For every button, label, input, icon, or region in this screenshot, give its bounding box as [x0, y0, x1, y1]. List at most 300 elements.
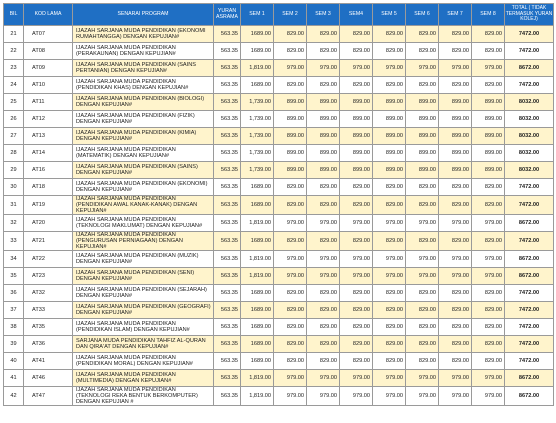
cell-sem-3: 829.00: [307, 232, 340, 251]
cell-bil: 27: [4, 128, 24, 145]
cell-sem-3: 829.00: [307, 353, 340, 370]
cell-sem-4: 899.00: [340, 145, 373, 162]
table-row: [4, 77, 554, 94]
table-row: [4, 302, 554, 319]
table-row: [4, 162, 554, 179]
cell-program: IJAZAH SARJANA MUDA PENDIDIKAN (GEOGRAFI) DENGAN KEPUJIAN#: [73, 302, 214, 319]
cell-sem-6: 979.00: [406, 370, 439, 387]
cell-sem-8: 829.00: [472, 232, 505, 251]
cell-sem-6: 899.00: [406, 145, 439, 162]
cell-sem-6: 829.00: [406, 26, 439, 43]
cell-kod-lama: AT09: [24, 60, 73, 77]
cell-sem-7: 829.00: [439, 43, 472, 60]
fee-table: [3, 3, 554, 406]
cell-sem-2: 829.00: [274, 196, 307, 215]
cell-sem-4: 979.00: [340, 387, 373, 406]
cell-sem-1: 1,739.00: [241, 162, 274, 179]
cell-sem-2: 979.00: [274, 268, 307, 285]
cell-kod-lama: AT36: [24, 336, 73, 353]
cell-sem-2: 899.00: [274, 145, 307, 162]
cell-kod-lama: AT19: [24, 196, 73, 215]
cell-sem-5: 829.00: [373, 285, 406, 302]
cell-sem-4: 899.00: [340, 111, 373, 128]
header-yuran-asrama: YURAN ASRAMA: [214, 4, 241, 26]
header-sem-1: SEM 1: [241, 4, 274, 26]
table-row: [4, 26, 554, 43]
cell-sem-8: 829.00: [472, 179, 505, 196]
cell-bil: 31: [4, 196, 24, 215]
cell-sem-4: 979.00: [340, 370, 373, 387]
cell-sem-4: 829.00: [340, 336, 373, 353]
table-body: [4, 26, 554, 406]
cell-sem-1: 1689.00: [241, 196, 274, 215]
table-row: [4, 196, 554, 215]
cell-sem-5: 899.00: [373, 145, 406, 162]
cell-sem-7: 829.00: [439, 353, 472, 370]
table-row: [4, 232, 554, 251]
cell-sem-8: 829.00: [472, 302, 505, 319]
cell-total: 7472.00: [505, 43, 554, 60]
cell-bil: 30: [4, 179, 24, 196]
cell-sem-4: 829.00: [340, 353, 373, 370]
cell-sem-7: 829.00: [439, 179, 472, 196]
cell-program: IJAZAH SARJANA MUDA PENDIDIKAN (PENDIDIKAN KHAS) DENGAN KEPUJIAN#: [73, 77, 214, 94]
cell-sem-5: 979.00: [373, 387, 406, 406]
cell-bil: 42: [4, 387, 24, 406]
cell-yuran-asrama: 563.35: [214, 60, 241, 77]
cell-bil: 26: [4, 111, 24, 128]
cell-sem-5: 899.00: [373, 162, 406, 179]
header-sem-5: SEM 5: [373, 4, 406, 26]
cell-sem-8: 979.00: [472, 370, 505, 387]
cell-sem-1: 1689.00: [241, 26, 274, 43]
cell-program: IJAZAH SARJANA MUDA PENDIDIKAN (PERAKAUNAN) DENGAN KEPUJIAN#: [73, 43, 214, 60]
cell-yuran-asrama: 563.35: [214, 268, 241, 285]
cell-total: 7472.00: [505, 232, 554, 251]
cell-sem-5: 899.00: [373, 128, 406, 145]
cell-yuran-asrama: 563.35: [214, 162, 241, 179]
cell-sem-7: 829.00: [439, 26, 472, 43]
cell-sem-2: 899.00: [274, 162, 307, 179]
cell-sem-2: 899.00: [274, 111, 307, 128]
cell-bil: 24: [4, 77, 24, 94]
table-row: [4, 145, 554, 162]
cell-sem-3: 829.00: [307, 319, 340, 336]
cell-yuran-asrama: 563.35: [214, 353, 241, 370]
cell-sem-4: 979.00: [340, 60, 373, 77]
cell-kod-lama: AT33: [24, 302, 73, 319]
cell-yuran-asrama: 563.35: [214, 145, 241, 162]
cell-total: 7472.00: [505, 77, 554, 94]
cell-sem-6: 829.00: [406, 319, 439, 336]
cell-sem-2: 829.00: [274, 26, 307, 43]
cell-sem-1: 1689.00: [241, 179, 274, 196]
cell-bil: 32: [4, 215, 24, 232]
cell-sem-4: 899.00: [340, 162, 373, 179]
fee-table-container: [3, 3, 553, 406]
cell-sem-7: 829.00: [439, 319, 472, 336]
cell-sem-3: 979.00: [307, 251, 340, 268]
cell-kod-lama: AT20: [24, 215, 73, 232]
cell-kod-lama: AT11: [24, 94, 73, 111]
cell-program: IJAZAH SARJANA MUDA PENDIDIKAN (PENDIDIKAN AWAL KANAK-KANAK) DENGAN KEPUJIAN#: [73, 196, 214, 215]
cell-total: 8032.00: [505, 145, 554, 162]
cell-total: 7472.00: [505, 319, 554, 336]
cell-sem-5: 829.00: [373, 336, 406, 353]
cell-sem-1: 1689.00: [241, 232, 274, 251]
cell-sem-7: 899.00: [439, 128, 472, 145]
cell-sem-1: 1689.00: [241, 319, 274, 336]
table-row: [4, 215, 554, 232]
cell-sem-6: 979.00: [406, 251, 439, 268]
cell-program: SARJANA MUDA PENDIDIKAN TAHFIZ AL-QURAN DAN QIRA'AT DENGAN KEPUJIAN#: [73, 336, 214, 353]
cell-total: 7472.00: [505, 353, 554, 370]
cell-sem-3: 979.00: [307, 268, 340, 285]
cell-program: IJAZAH SARJANA MUDA PENDIDIKAN (TEKNOLOGI REKA BENTUK BERKOMPUTER) DENGAN KEPUJIAN #: [73, 387, 214, 406]
cell-sem-1: 1,739.00: [241, 94, 274, 111]
cell-sem-7: 899.00: [439, 162, 472, 179]
cell-sem-7: 979.00: [439, 268, 472, 285]
cell-program: IJAZAH SARJANA MUDA PENDIDIKAN (SEJARAH) DENGAN KEPUJIAN#: [73, 285, 214, 302]
cell-program: IJAZAH SARJANA MUDA PENDIDIKAN (EKONOMI RUMAHTANGGA) DENGAN KEPUJIAN#: [73, 26, 214, 43]
cell-sem-8: 829.00: [472, 77, 505, 94]
cell-total: 8672.00: [505, 215, 554, 232]
cell-sem-1: 1,819.00: [241, 215, 274, 232]
cell-yuran-asrama: 563.35: [214, 336, 241, 353]
cell-yuran-asrama: 563.35: [214, 128, 241, 145]
cell-sem-3: 829.00: [307, 285, 340, 302]
cell-kod-lama: AT35: [24, 319, 73, 336]
cell-sem-5: 979.00: [373, 251, 406, 268]
cell-sem-5: 829.00: [373, 77, 406, 94]
cell-program: IJAZAH SARJANA MUDA PENDIDIKAN (FIZIK) DENGAN KEPUJIAN#: [73, 111, 214, 128]
cell-sem-3: 979.00: [307, 370, 340, 387]
cell-bil: 36: [4, 285, 24, 302]
cell-yuran-asrama: 563.35: [214, 302, 241, 319]
cell-program: IJAZAH SARJANA MUDA PENDIDIKAN (BIOLOGI) DENGAN KEPUJIAN#: [73, 94, 214, 111]
cell-sem-3: 979.00: [307, 387, 340, 406]
cell-bil: 21: [4, 26, 24, 43]
cell-total: 7472.00: [505, 302, 554, 319]
cell-total: 8672.00: [505, 251, 554, 268]
cell-sem-4: 899.00: [340, 128, 373, 145]
cell-sem-6: 979.00: [406, 215, 439, 232]
cell-kod-lama: AT07: [24, 26, 73, 43]
header-kod-lama: KOD LAMA: [24, 4, 73, 26]
cell-sem-7: 979.00: [439, 215, 472, 232]
cell-bil: 29: [4, 162, 24, 179]
cell-sem-8: 979.00: [472, 387, 505, 406]
cell-yuran-asrama: 563.35: [214, 26, 241, 43]
cell-sem-6: 979.00: [406, 387, 439, 406]
cell-bil: 39: [4, 336, 24, 353]
cell-bil: 23: [4, 60, 24, 77]
cell-sem-8: 979.00: [472, 251, 505, 268]
cell-sem-6: 979.00: [406, 268, 439, 285]
cell-bil: 25: [4, 94, 24, 111]
cell-sem-6: 829.00: [406, 196, 439, 215]
cell-sem-4: 829.00: [340, 232, 373, 251]
cell-sem-7: 829.00: [439, 232, 472, 251]
cell-sem-8: 899.00: [472, 145, 505, 162]
cell-program: IJAZAH SARJANA MUDA PENDIDIKAN (KIMIA) DENGAN KEPUJIAN#: [73, 128, 214, 145]
cell-sem-3: 899.00: [307, 111, 340, 128]
cell-total: 8032.00: [505, 128, 554, 145]
table-row: [4, 285, 554, 302]
cell-sem-4: 829.00: [340, 285, 373, 302]
header-senarai-program: SENARAI PROGRAM: [73, 4, 214, 26]
cell-sem-8: 829.00: [472, 353, 505, 370]
cell-sem-5: 829.00: [373, 319, 406, 336]
cell-total: 7472.00: [505, 179, 554, 196]
cell-sem-8: 829.00: [472, 285, 505, 302]
cell-kod-lama: AT16: [24, 162, 73, 179]
cell-sem-2: 979.00: [274, 370, 307, 387]
cell-sem-3: 829.00: [307, 26, 340, 43]
cell-yuran-asrama: 563.35: [214, 111, 241, 128]
table-row: [4, 336, 554, 353]
cell-sem-5: 829.00: [373, 196, 406, 215]
cell-sem-1: 1,739.00: [241, 128, 274, 145]
cell-sem-3: 979.00: [307, 60, 340, 77]
table-row: [4, 387, 554, 406]
cell-sem-5: 829.00: [373, 43, 406, 60]
cell-sem-1: 1,819.00: [241, 370, 274, 387]
cell-yuran-asrama: 563.35: [214, 43, 241, 60]
cell-yuran-asrama: 563.35: [214, 370, 241, 387]
cell-sem-2: 829.00: [274, 232, 307, 251]
cell-sem-7: 899.00: [439, 111, 472, 128]
table-row: [4, 268, 554, 285]
cell-sem-8: 979.00: [472, 215, 505, 232]
cell-sem-8: 899.00: [472, 94, 505, 111]
cell-sem-8: 899.00: [472, 111, 505, 128]
cell-sem-3: 829.00: [307, 77, 340, 94]
cell-sem-7: 829.00: [439, 302, 472, 319]
header-sem-6: SEM 6: [406, 4, 439, 26]
cell-yuran-asrama: 563.35: [214, 232, 241, 251]
header-sem-3: SEM 3: [307, 4, 340, 26]
cell-sem-6: 829.00: [406, 43, 439, 60]
cell-sem-8: 899.00: [472, 128, 505, 145]
cell-bil: 33: [4, 232, 24, 251]
cell-sem-2: 829.00: [274, 319, 307, 336]
cell-total: 8032.00: [505, 94, 554, 111]
cell-yuran-asrama: 563.35: [214, 196, 241, 215]
cell-sem-4: 829.00: [340, 26, 373, 43]
table-row: [4, 60, 554, 77]
cell-sem-6: 899.00: [406, 162, 439, 179]
cell-sem-8: 829.00: [472, 319, 505, 336]
cell-sem-5: 829.00: [373, 26, 406, 43]
cell-kod-lama: AT21: [24, 232, 73, 251]
cell-program: IJAZAH SARJANA MUDA PENDIDIKAN (TEKNOLOGI MAKLUMAT) DENGAN KEPUJIAN#: [73, 215, 214, 232]
cell-sem-1: 1,819.00: [241, 60, 274, 77]
cell-sem-4: 829.00: [340, 179, 373, 196]
cell-sem-7: 899.00: [439, 94, 472, 111]
cell-sem-4: 829.00: [340, 43, 373, 60]
cell-sem-3: 899.00: [307, 162, 340, 179]
table-row: [4, 111, 554, 128]
cell-sem-5: 979.00: [373, 60, 406, 77]
cell-kod-lama: AT47: [24, 387, 73, 406]
cell-total: 8672.00: [505, 268, 554, 285]
cell-sem-8: 979.00: [472, 268, 505, 285]
cell-program: IJAZAH SARJANA MUDA PENDIDIKAN (EKONOMI) DENGAN KEPUJIAN#: [73, 179, 214, 196]
cell-sem-2: 979.00: [274, 215, 307, 232]
cell-yuran-asrama: 563.35: [214, 215, 241, 232]
cell-sem-5: 979.00: [373, 215, 406, 232]
cell-sem-1: 1,819.00: [241, 251, 274, 268]
cell-sem-4: 829.00: [340, 319, 373, 336]
cell-sem-2: 829.00: [274, 302, 307, 319]
cell-total: 8672.00: [505, 60, 554, 77]
cell-kod-lama: AT23: [24, 268, 73, 285]
cell-sem-4: 829.00: [340, 302, 373, 319]
header-sem-4: SEM4: [340, 4, 373, 26]
cell-sem-1: 1689.00: [241, 77, 274, 94]
cell-bil: 28: [4, 145, 24, 162]
cell-sem-1: 1,819.00: [241, 268, 274, 285]
cell-program: IJAZAH SARJANA MUDA PENDIDIKAN (SAINS PERTANIAN) DENGAN KEPUJIAN#: [73, 60, 214, 77]
cell-sem-5: 979.00: [373, 370, 406, 387]
cell-sem-6: 829.00: [406, 77, 439, 94]
cell-sem-6: 829.00: [406, 232, 439, 251]
cell-sem-5: 899.00: [373, 111, 406, 128]
cell-yuran-asrama: 563.35: [214, 94, 241, 111]
cell-sem-6: 829.00: [406, 336, 439, 353]
table-row: [4, 179, 554, 196]
cell-sem-7: 829.00: [439, 336, 472, 353]
cell-sem-4: 829.00: [340, 77, 373, 94]
table-row: [4, 94, 554, 111]
cell-sem-7: 899.00: [439, 145, 472, 162]
cell-total: 8672.00: [505, 387, 554, 406]
cell-sem-5: 829.00: [373, 179, 406, 196]
cell-sem-3: 829.00: [307, 196, 340, 215]
cell-sem-2: 899.00: [274, 94, 307, 111]
cell-sem-1: 1689.00: [241, 336, 274, 353]
cell-kod-lama: AT22: [24, 251, 73, 268]
cell-kod-lama: AT32: [24, 285, 73, 302]
cell-sem-7: 979.00: [439, 251, 472, 268]
cell-total: 7472.00: [505, 196, 554, 215]
cell-sem-6: 899.00: [406, 94, 439, 111]
cell-sem-2: 829.00: [274, 285, 307, 302]
cell-program: IJAZAH SARJANA MUDA PENDIDIKAN (SENI) DENGAN KEPUJIAN#: [73, 268, 214, 285]
cell-sem-1: 1689.00: [241, 302, 274, 319]
cell-sem-4: 899.00: [340, 94, 373, 111]
cell-yuran-asrama: 563.35: [214, 319, 241, 336]
header-row: [4, 4, 554, 26]
cell-program: IJAZAH SARJANA MUDA PENDIDIKAN (MULTIMEDIA) DENGAN KEPUJIAN#: [73, 370, 214, 387]
cell-sem-3: 899.00: [307, 145, 340, 162]
header-total: TOTAL ( TIDAK TERMASUK YURAN KOLEJ): [505, 4, 554, 26]
cell-sem-6: 829.00: [406, 179, 439, 196]
cell-sem-7: 829.00: [439, 77, 472, 94]
cell-sem-2: 829.00: [274, 336, 307, 353]
cell-sem-2: 829.00: [274, 43, 307, 60]
header-sem-2: SEM 2: [274, 4, 307, 26]
cell-kod-lama: AT08: [24, 43, 73, 60]
cell-program: IJAZAH SARJANA MUDA PENDIDIKAN (MUZIK) DENGAN KEPUJIAN#: [73, 251, 214, 268]
table-row: [4, 353, 554, 370]
cell-sem-4: 979.00: [340, 268, 373, 285]
cell-yuran-asrama: 563.35: [214, 77, 241, 94]
cell-sem-6: 829.00: [406, 285, 439, 302]
cell-kod-lama: AT18: [24, 179, 73, 196]
header-sem-8: SEM 8: [472, 4, 505, 26]
cell-sem-7: 979.00: [439, 387, 472, 406]
cell-sem-8: 979.00: [472, 60, 505, 77]
cell-sem-5: 829.00: [373, 353, 406, 370]
cell-yuran-asrama: 563.35: [214, 285, 241, 302]
cell-sem-1: 1689.00: [241, 285, 274, 302]
cell-sem-4: 979.00: [340, 215, 373, 232]
cell-sem-8: 899.00: [472, 162, 505, 179]
cell-sem-2: 899.00: [274, 128, 307, 145]
cell-sem-6: 899.00: [406, 128, 439, 145]
cell-sem-7: 829.00: [439, 285, 472, 302]
cell-total: 8032.00: [505, 111, 554, 128]
cell-program: IJAZAH SARJANA MUDA PENDIDIKAN (PENDIDIKAN ISLAM) DENGAN KEPUJIAN#: [73, 319, 214, 336]
cell-program: IJAZAH SARJANA MUDA PENDIDIKAN (SAINS) DENGAN KEPUJIAN#: [73, 162, 214, 179]
cell-sem-5: 899.00: [373, 94, 406, 111]
cell-total: 7472.00: [505, 336, 554, 353]
header-bil: BIL: [4, 4, 24, 26]
cell-kod-lama: AT13: [24, 128, 73, 145]
cell-sem-7: 829.00: [439, 196, 472, 215]
cell-sem-1: 1,819.00: [241, 387, 274, 406]
cell-sem-6: 899.00: [406, 111, 439, 128]
cell-program: IJAZAH SARJANA MUDA PENDIDIKAN (MATEMATIK) DENGAN KEPUJIAN#: [73, 145, 214, 162]
cell-sem-6: 829.00: [406, 302, 439, 319]
cell-kod-lama: AT46: [24, 370, 73, 387]
cell-sem-3: 829.00: [307, 302, 340, 319]
cell-sem-5: 979.00: [373, 268, 406, 285]
cell-sem-7: 979.00: [439, 60, 472, 77]
cell-sem-3: 899.00: [307, 94, 340, 111]
cell-kod-lama: AT10: [24, 77, 73, 94]
table-row: [4, 319, 554, 336]
cell-sem-5: 829.00: [373, 302, 406, 319]
cell-sem-2: 979.00: [274, 387, 307, 406]
cell-sem-4: 979.00: [340, 251, 373, 268]
cell-sem-1: 1689.00: [241, 353, 274, 370]
cell-total: 7472.00: [505, 285, 554, 302]
cell-sem-7: 979.00: [439, 370, 472, 387]
header-sem-7: SEM 7: [439, 4, 472, 26]
cell-sem-1: 1,739.00: [241, 145, 274, 162]
cell-sem-8: 829.00: [472, 26, 505, 43]
cell-sem-6: 979.00: [406, 60, 439, 77]
cell-bil: 34: [4, 251, 24, 268]
cell-total: 8032.00: [505, 162, 554, 179]
cell-yuran-asrama: 563.35: [214, 179, 241, 196]
table-row: [4, 128, 554, 145]
cell-bil: 41: [4, 370, 24, 387]
cell-sem-6: 829.00: [406, 353, 439, 370]
cell-sem-2: 829.00: [274, 77, 307, 94]
cell-kod-lama: AT41: [24, 353, 73, 370]
cell-sem-3: 829.00: [307, 43, 340, 60]
cell-program: IJAZAH SARJANA MUDA PENDIDIKAN (PENDIDIKAN MORAL) DENGAN KEPUJIAN#: [73, 353, 214, 370]
cell-kod-lama: AT14: [24, 145, 73, 162]
cell-yuran-asrama: 563.35: [214, 387, 241, 406]
cell-sem-8: 829.00: [472, 336, 505, 353]
cell-sem-3: 979.00: [307, 215, 340, 232]
cell-total: 8672.00: [505, 370, 554, 387]
